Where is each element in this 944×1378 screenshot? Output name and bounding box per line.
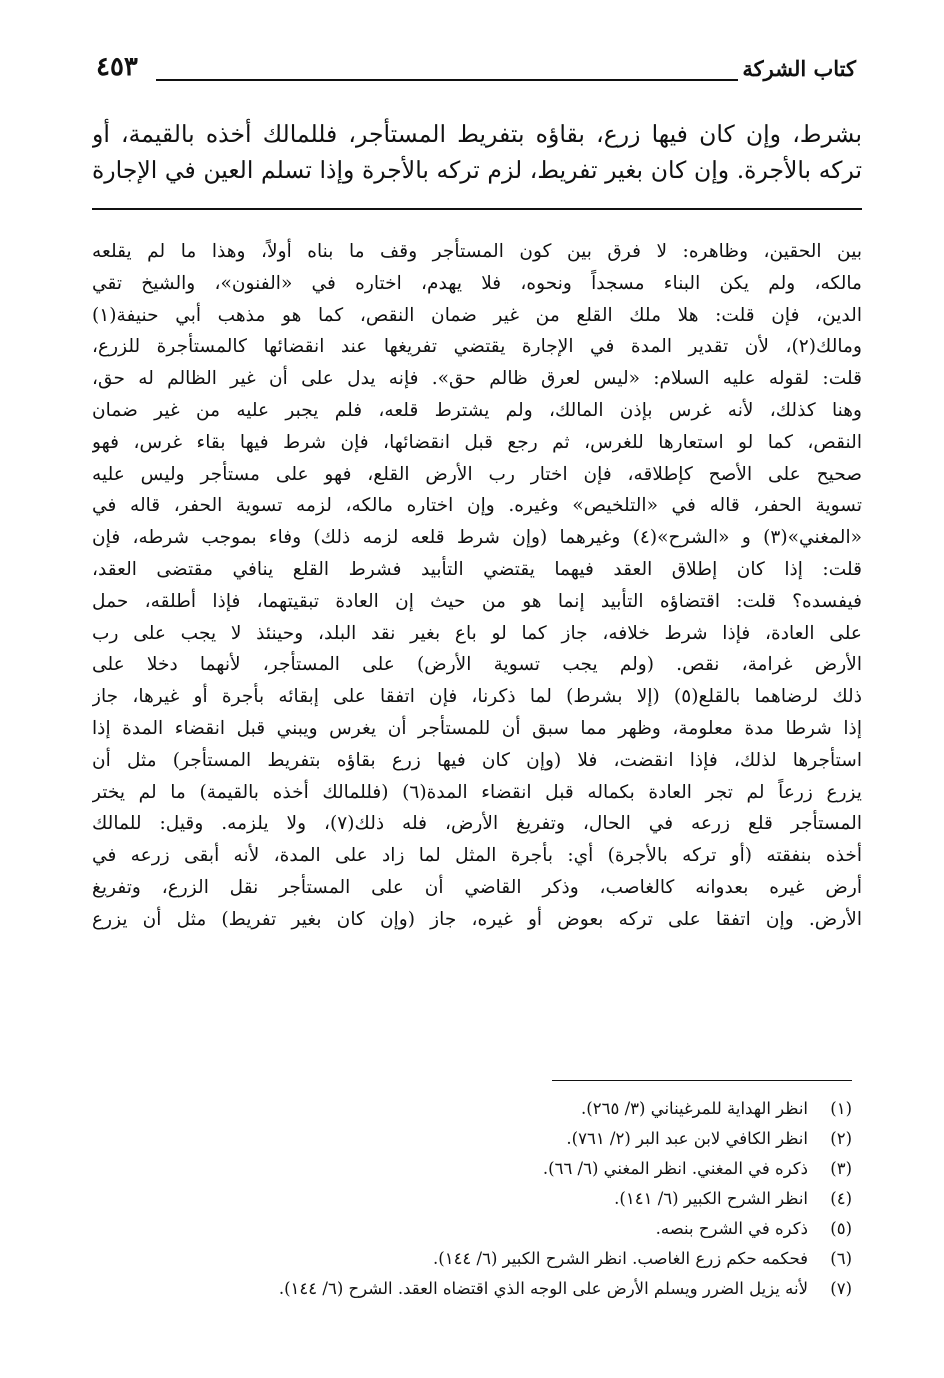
- commentary-line: قلت: إذا كان إطلاق العقد فيهما يقتضي التأبيد فشرط القلع ينافي مقتضى العقد،: [92, 558, 862, 580]
- main-text-line: تركه بالأجرة. وإن كان بغير تفريط، لزم تركه بالأجرة وإذا تسلم العين في الإجارة: [92, 156, 862, 184]
- footnote-number: (١): [830, 1099, 852, 1118]
- footnote-text: انظر الهداية للمرغيناني (٣/ ٢٦٥).: [581, 1099, 808, 1118]
- commentary-line: الدين، فإن قلت: هلا ملك القلع من غير ضمان النقص، كما هو مذهب أبي حنيفة(١): [92, 304, 862, 326]
- commentary-line: الأرض غرامة، نقص. (ولم يجب تسوية الأرض) على المستأجر، لأنهما دخلا على: [92, 654, 862, 676]
- commentary-line: أرض غيره بعدوانه كالغاصب، وذكر القاضي أن على المستأجر نقل الزرع، وتفريغ: [92, 876, 862, 898]
- footnote-item: [112, 1094, 852, 1124]
- page-header: [96, 52, 856, 92]
- footnote-text: انظر الكافي لابن عبد البر (٢/ ٧٦١).: [566, 1129, 808, 1148]
- footnote-text: ذكره في الشرح بنصه.: [655, 1219, 808, 1238]
- commentary-line: الأرض. وإن اتفقا على تركه بعوض أو غيره، جاز (وإن كان بغير تفريط) مثل أن يزرع: [92, 908, 862, 930]
- footnote-text: انظر الشرح الكبير (٦/ ١٤١).: [614, 1189, 808, 1208]
- footnote-item: [112, 1154, 852, 1184]
- commentary-line: مالكه، ولم يكن البناء مسجداً ونحوه، فلا يهدم، اختاره في «الفنون»، والشيخ تقي: [92, 272, 862, 294]
- commentary-line: على العادة، فإذا شرط خلافه، جاز كما لو باع بغير نقد البلد، وحينئذ لا يجب على رب: [92, 622, 862, 644]
- commentary-line: النقص، كما لو استعارها للغرس، ثم رجع قبل انقضائها، فإن شرط فيها بقاء غرس، فهو: [92, 431, 862, 453]
- commentary-line: وهنا كذلك، لأنه غرس بإذن المالك، ولم يشترط قلعه، فلم يجبر عليه من غير ضمان: [92, 399, 862, 421]
- page-number: ٤٥٣: [96, 52, 138, 82]
- commentary-line: أخذه بنفقته (أو تركه بالأجرة) أي: بأجرة المثل لما زاد على المدة، لأنه أبقى زرعه في: [92, 845, 862, 867]
- commentary-line: ذلك لرضاهما بالقلع(٥) (إلا بشرط) لما ذكرنا، فإن اتفقا على إبقائه بأجرة أو غيرها، جاز: [92, 686, 862, 708]
- footnote-number: (٣): [830, 1159, 852, 1178]
- footnote-text: لأنه يزيل الضرر ويسلم الأرض على الوجه الذي اقتضاه العقد. الشرح (٦/ ١٤٤).: [278, 1279, 808, 1298]
- footnote-item: [112, 1214, 852, 1244]
- footnote-text: فحكمه حكم زرع الغاصب. انظر الشرح الكبير (٦/ ١٤٤).: [433, 1249, 808, 1268]
- commentary-line: بين الحقين، وظاهره: لا فرق بين كون المستأجر وقف ما بناه أولاً، وهذا ما لم يقلعه: [92, 241, 862, 262]
- commentary-text: [92, 236, 862, 936]
- commentary-line: يزرع زرعاً لم تجر العادة بكماله قبل انقضاء المدة(٦) (فللمالك أخذه بالقيمة) ما لم يختر: [92, 781, 862, 803]
- footnote-item: [112, 1244, 852, 1274]
- footnote-item: [112, 1124, 852, 1154]
- footnote-rule: [552, 1080, 852, 1081]
- main-text-line: بشرط، وإن كان فيها زرع، بقاؤه بتفريط المستأجر، فللمالك أخذه بالقيمة، أو: [92, 120, 862, 148]
- header-rule: [156, 79, 738, 81]
- commentary-line: تسوية الحفر، قاله في «التلخيص» وغيره. وإن اختاره مالكه، لزمه تسوية الحفر، قاله في: [92, 495, 862, 517]
- footnote-item: [112, 1184, 852, 1214]
- commentary-line: إذا شرطا مدة معلومة، وظهر مما سبق أن للمستأجر أن يغرس ويبني قبل انقضاء المدة إذا: [92, 717, 862, 739]
- chapter-title: كتاب الشركة: [742, 56, 856, 81]
- commentary-line: استأجرها لذلك، فإذا انقضت، فلا (وإن كان فيها زرع بقاؤه بتفريط المستأجر) مثل أن: [92, 749, 862, 771]
- commentary-line: صحيح على الأصح كإطلاقه، فإن اختار رب الأرض القلع، فهو على مستأجر وليس عليه: [92, 463, 862, 485]
- footnote-number: (٧): [830, 1279, 852, 1298]
- footnote-text: ذكره في المغني. انظر المغني (٦/ ٦٦).: [542, 1159, 808, 1178]
- footnote-number: (٤): [830, 1189, 852, 1208]
- commentary-line: المستأجر قلع زرعه في الحال، وتفريغ الأرض، فله ذلك(٧)، ولا يلزمه. وقيل: للمالك: [92, 813, 862, 835]
- footnote-number: (٥): [830, 1219, 852, 1238]
- commentary-line: «المغني»(٣) و «الشرح»(٤) وغيرهما (وإن شرط قلعه لزمه ذلك) وفاء بموجب شرطه، فإن: [92, 527, 862, 549]
- main-text: [92, 116, 862, 188]
- footnotes: [112, 1094, 852, 1304]
- commentary-line: فيفسده؟ قلت: اقتضاؤه التأبيد إنما هو من حيث إن العادة تبقيتهما، فإذا أطلقه، حمل: [92, 590, 862, 612]
- text-divider: [92, 208, 862, 210]
- footnote-item: [112, 1274, 852, 1304]
- commentary-line: قلت: لقوله عليه السلام: «ليس لعرق ظالم حق». فإنه يدل على أن غير الظالم له حق،: [92, 368, 862, 390]
- footnote-number: (٦): [830, 1249, 852, 1268]
- footnote-number: (٢): [830, 1129, 852, 1148]
- commentary-line: ومالك(٢)، لأن تقدير المدة في الإجارة يقتضي تفريغها عند انقضائها كالمستأجرة للزرع،: [92, 336, 862, 358]
